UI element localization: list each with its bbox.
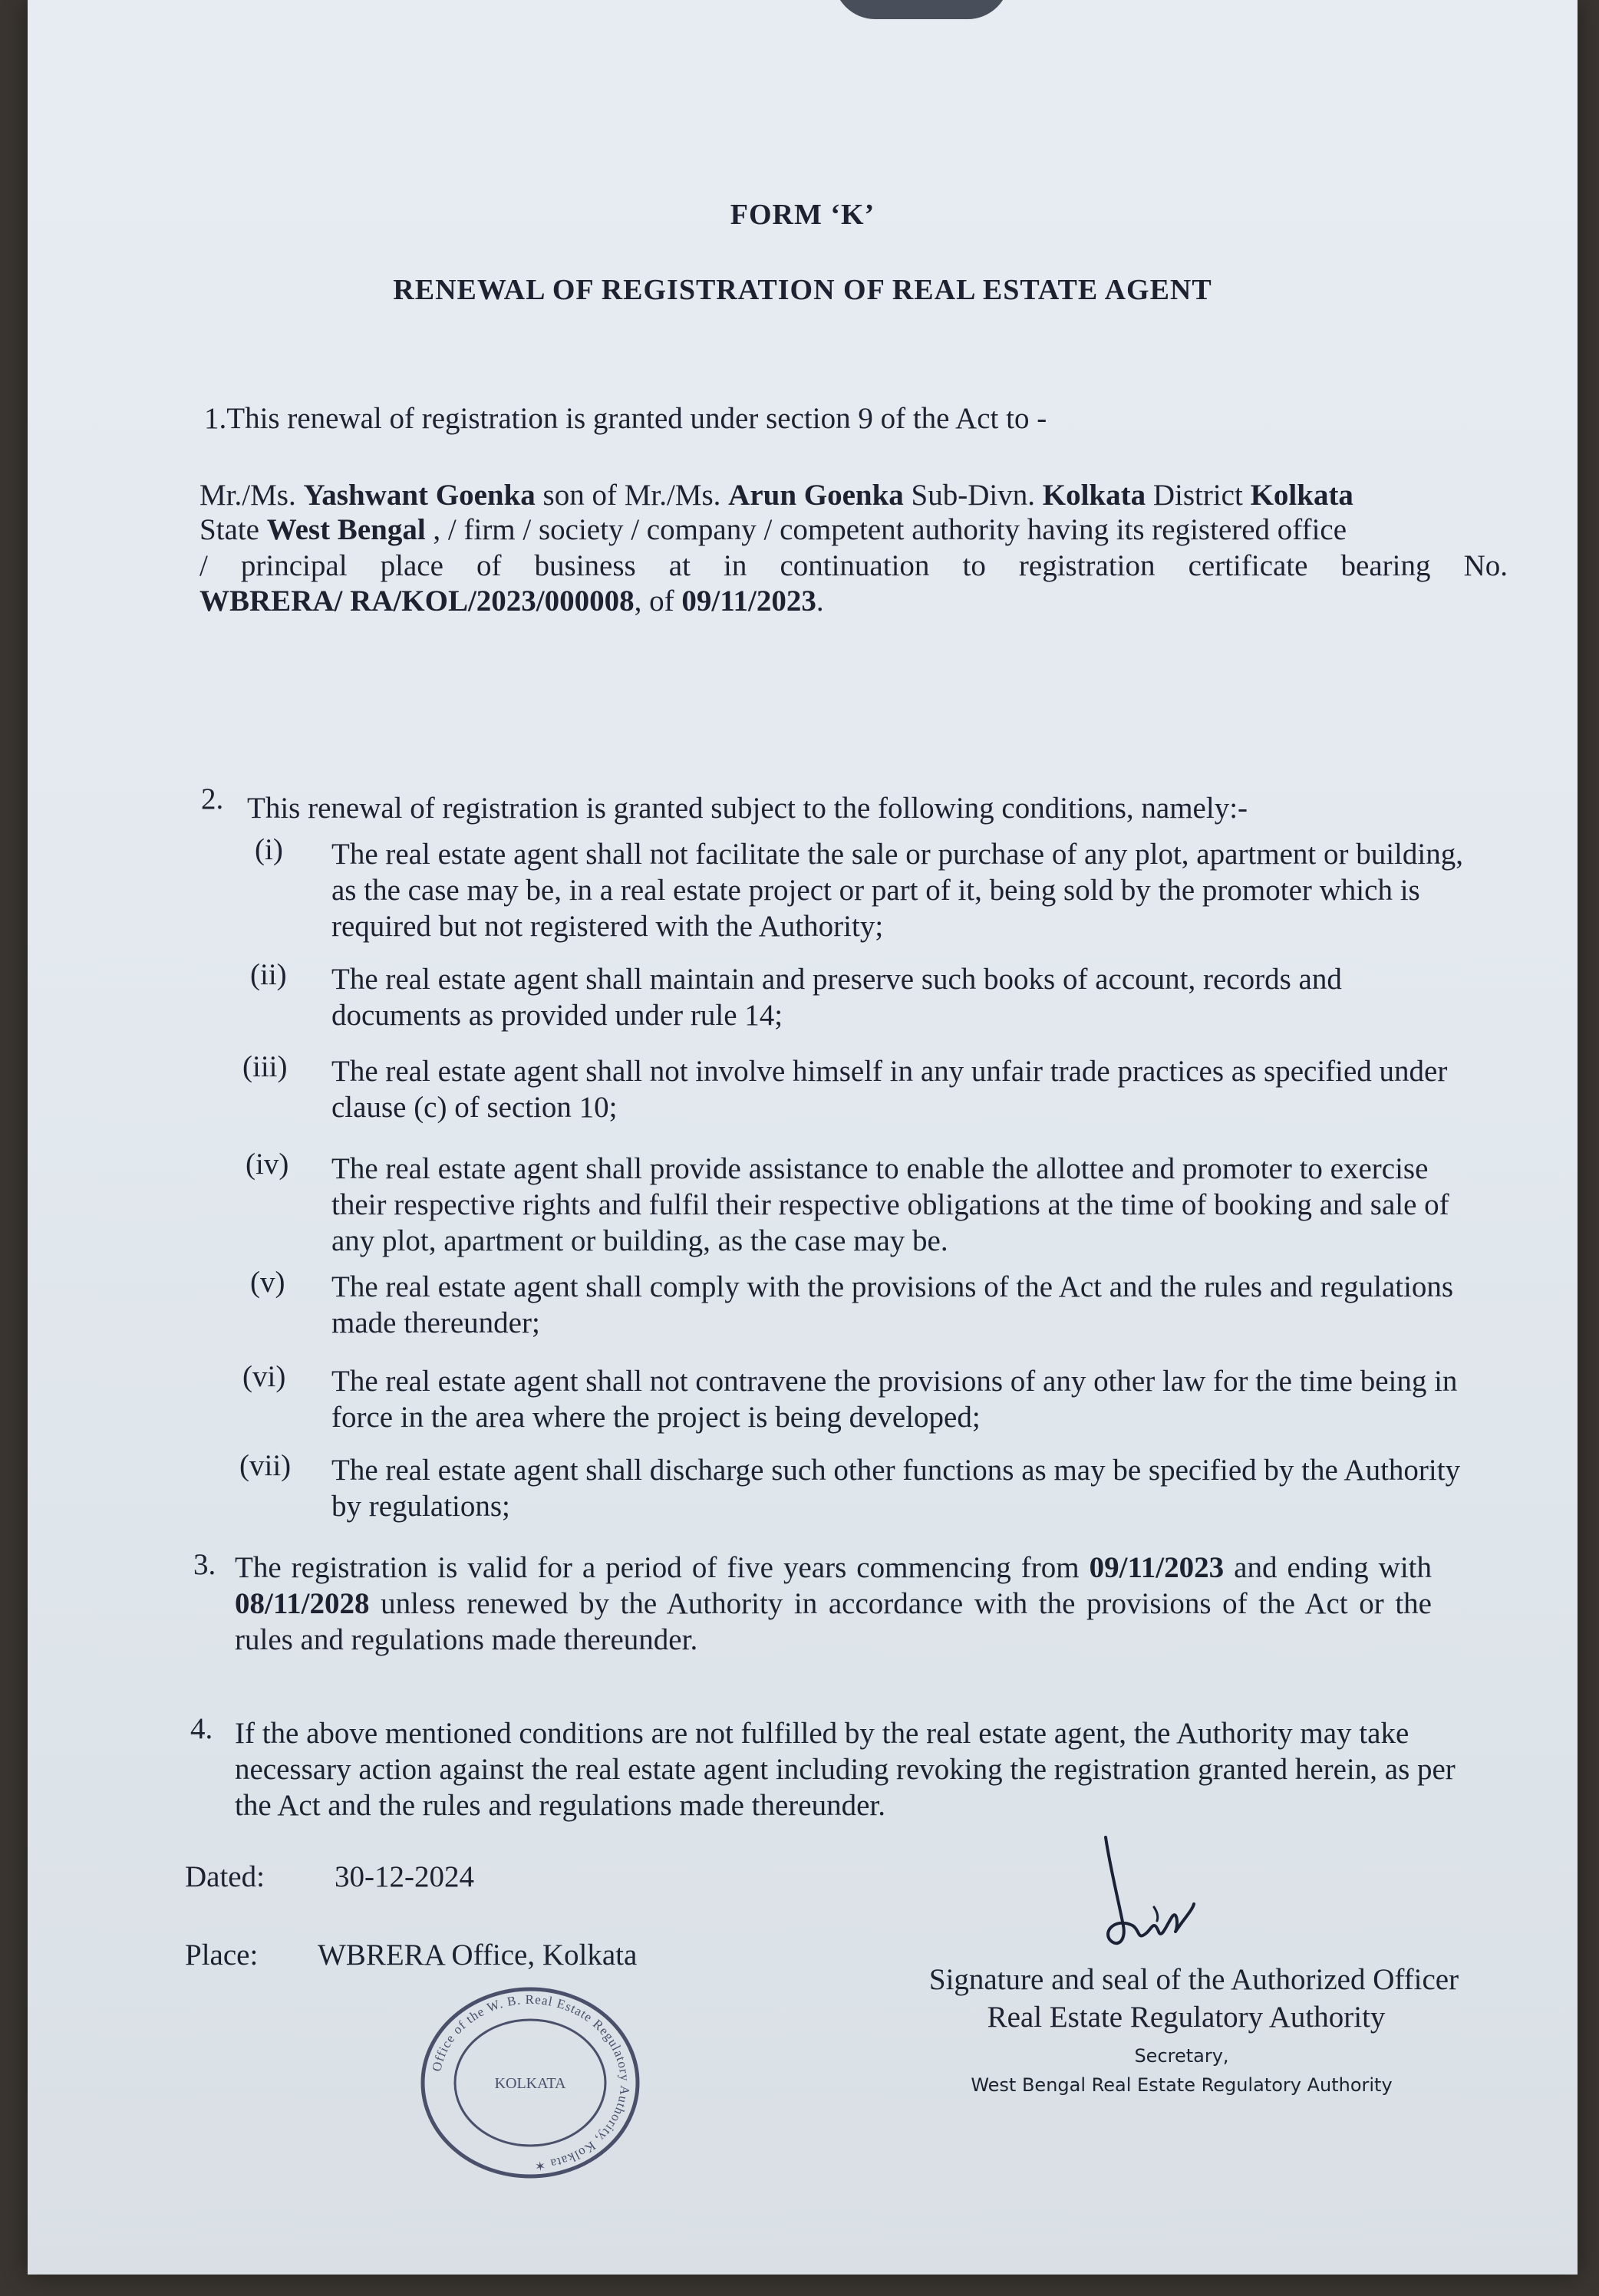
- form-subtitle: RENEWAL OF REGISTRATION OF REAL ESTATE AGENT: [393, 274, 1212, 306]
- condition-number: (vii): [239, 1449, 292, 1482]
- validity-start: 09/11/2023: [1089, 1551, 1225, 1584]
- clause1-line4: WBRERA/ RA/KOL/2023/000008, of 09/11/2023.: [199, 585, 824, 618]
- condition-text: The real estate agent shall not contravene the provisions of any other law for the time being in force in the area where the project is being developed;: [331, 1365, 1458, 1434]
- secretary-title: Secretary,: [1134, 2045, 1229, 2067]
- condition-number: (iii): [242, 1050, 288, 1083]
- condition-text: The real estate agent shall not involve himself in any unfair trade practices as specified under clause (c) of section 10;: [331, 1055, 1448, 1124]
- clause1-line1: Mr./Ms. Yashwant Goenka son of Mr./Ms. Arun Goenka Sub-Divn. Kolkata District Kolkata: [199, 479, 1353, 512]
- form-title: FORM ‘K’: [730, 199, 875, 231]
- condition-text: The real estate agent shall provide assistance to enable the allottee and promoter to exercise their respective rights and fulfil their respective obligations at the time of booking and sale of any plot, apartment or building, as the case may be.: [331, 1152, 1449, 1257]
- authority-name: Real Estate Regulatory Authority: [987, 2001, 1386, 2034]
- place-label: Place:: [185, 1939, 259, 1972]
- registration-number: WBRERA/ RA/KOL/2023/000008: [199, 585, 635, 618]
- clause4-number: 4.: [190, 1712, 213, 1745]
- condition-text: The real estate agent shall comply with the provisions of the Act and the rules and regulations made thereunder;: [331, 1270, 1454, 1339]
- condition-text: The real estate agent shall discharge such other functions as may be specified by the Authority by regulations;: [331, 1454, 1461, 1523]
- dated-label: Dated:: [185, 1860, 265, 1893]
- clause4-text: If the above mentioned conditions are not fulfilled by the real estate agent, the Authority may take necessary action against the real estate agent including revoking the registration granted herein, as per the Act and the rules and regulations made thereunder.: [235, 1717, 1456, 1822]
- clause1-line2: State West Bengal , / firm / society / company / competent authority having its registered office: [199, 513, 1347, 546]
- signature-caption: Signature and seal of the Authorized Officer: [928, 1963, 1459, 1996]
- clause3-number: 3.: [193, 1548, 216, 1581]
- registration-date: 09/11/2023: [681, 585, 816, 618]
- clip-shadow: [833, 0, 1010, 19]
- condition-number: (iv): [246, 1148, 289, 1181]
- father-name: Arun Goenka: [728, 479, 904, 512]
- secretary-office: West Bengal Real Estate Regulatory Authority: [971, 2074, 1393, 2096]
- condition-number: (vi): [242, 1360, 286, 1393]
- handwritten-signature: [1063, 1833, 1217, 1972]
- district: Kolkata: [1250, 479, 1353, 512]
- condition-number: (v): [250, 1266, 285, 1299]
- condition-text: The real estate agent shall maintain and preserve such books of account, records and documents as provided under rule 14;: [331, 963, 1342, 1032]
- office-seal: [419, 1987, 641, 2179]
- clause2-intro: This renewal of registration is granted subject to the following conditions, namely:-: [247, 792, 1248, 825]
- state: West Bengal: [266, 513, 426, 546]
- seal-center-text: KOLKATA: [494, 2075, 566, 2092]
- clause1-line3: / principal place of business at in continuation to registration certificate bearing No.: [199, 549, 1508, 582]
- document-page: [28, 0, 1578, 2275]
- dated-value: 30-12-2024: [335, 1860, 474, 1893]
- clause1-intro: 1.This renewal of registration is granted under section 9 of the Act to -: [204, 402, 1047, 435]
- condition-text: The real estate agent shall not facilitate the sale or purchase of any plot, apartment or building, as the case may be, in a real estate project or part of it, being sold by the promoter which is required but not registered with the Authority;: [331, 838, 1463, 943]
- clause2-number: 2.: [201, 782, 224, 815]
- condition-number: (ii): [250, 958, 287, 991]
- agent-name: Yashwant Goenka: [303, 479, 536, 512]
- svg-text:Office of the W. B. Real Estat: Office of the W. B. Real Estate Regulatory Authority, Kolkata ✶: [429, 1991, 633, 2174]
- condition-number: (i): [255, 833, 283, 866]
- clause3-text: The registration is valid for a period of five years commencing from 09/11/2023 and ending with 08/11/2028 unless renewed by the Authority in accordance with the provisions of the Act or the rules and regulations made thereunder.: [235, 1551, 1433, 1656]
- subdivision: Kolkata: [1042, 479, 1146, 512]
- place-value: WBRERA Office, Kolkata: [318, 1939, 638, 1972]
- validity-end: 08/11/2028: [235, 1587, 370, 1620]
